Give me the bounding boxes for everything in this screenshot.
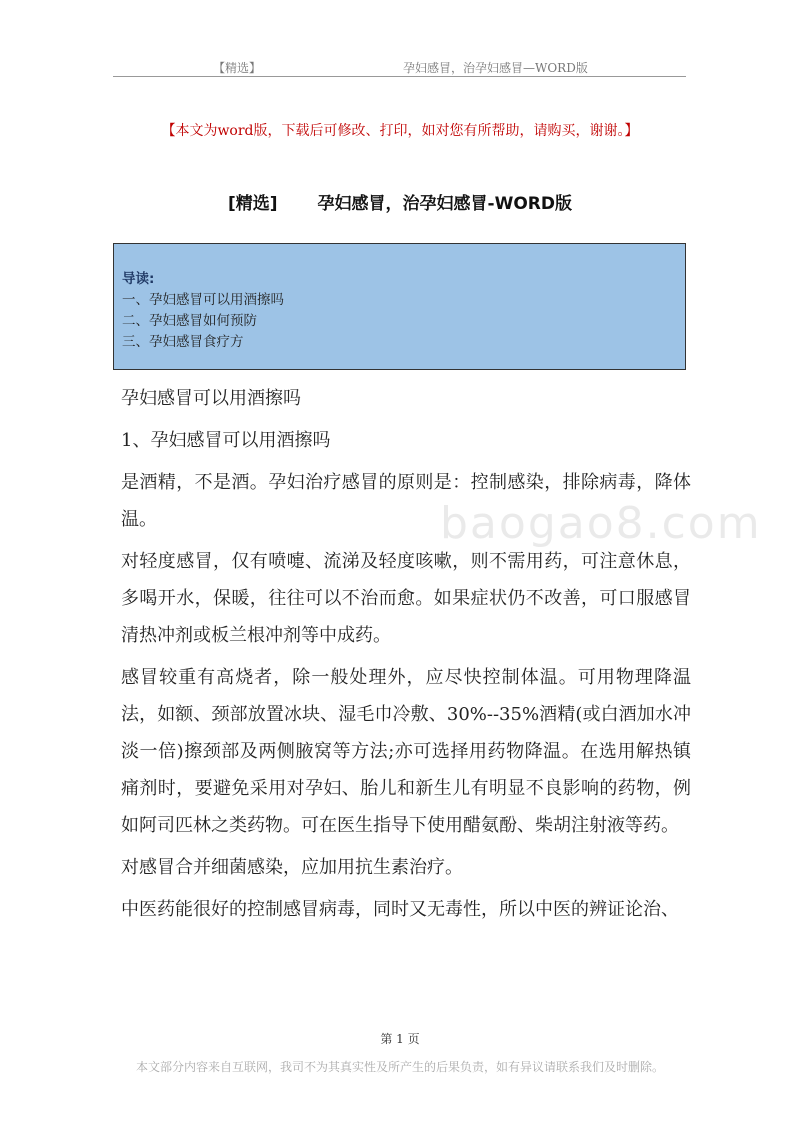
section-heading: 孕妇感冒可以用酒擦吗 [121, 388, 301, 409]
guide-item: 二、孕妇感冒如何预防 [122, 313, 257, 329]
page-header [113, 56, 686, 77]
header-left-label: 【精选】 [213, 61, 262, 75]
paragraph: 对感冒合并细菌感染，应加用抗生素治疗。 [121, 857, 463, 878]
paragraph: 对轻度感冒，仅有喷嚏、流涕及轻度咳嗽，则不需用药，可注意休息，多喝开水，保暖，往往可以不治而愈。如果症状仍不改善，可口服感冒清热冲剂或板兰根冲剂等中成药。 [121, 551, 691, 646]
paragraph: 中医药能很好的控制感冒病毒，同时又无毒性，所以中医的辨证论治、 [121, 899, 679, 920]
page-number: 第 1 页 [380, 1032, 420, 1046]
header-doc-title: 孕妇感冒，治孕妇感冒—WORD版 [403, 61, 588, 75]
footer-disclaimer: 本文部分内容来自互联网，我司不为其真实性及所产生的后果负责，如有异议请联系我们及时删除。 [135, 1060, 664, 1074]
guide-label: 导读: [122, 271, 155, 287]
subsection-heading: 1、孕妇感冒可以用酒擦吗 [121, 430, 331, 451]
document-title [0, 189, 800, 214]
article-body [121, 380, 691, 933]
paragraph: 是酒精，不是酒。孕妇治疗感冒的原则是：控制感染，排除病毒，降体温。 [121, 472, 691, 530]
paragraph: 感冒较重有高烧者，除一般处理外，应尽快控制体温。可用物理降温法，如额、颈部放置冰块、湿毛巾冷敷、30%--35%酒精(或白酒加水冲淡一倍)擦颈部及两侧腋窝等方法;亦可选择用药物降温。在选用解热镇痛剂时，要避免采用对孕妇、胎儿和新生儿有明显不良影响的药物，例如阿司匹林之类药物。可在医生指导下使用醋氨酚、柴胡注射液等药。 [121, 667, 691, 836]
purchase-notice: 【本文为word版，下载后可修改、打印，如对您有所帮助，请购买，谢谢。】 [161, 123, 639, 139]
watermark: baogao8.com [440, 498, 762, 549]
title-tag: [精选] [227, 194, 278, 214]
guide-item: 三、孕妇感冒食疗方 [122, 334, 244, 350]
guide-box [113, 243, 686, 370]
title-text: 孕妇感冒，治孕妇感冒-WORD版 [317, 194, 572, 214]
guide-item: 一、孕妇感冒可以用酒擦吗 [122, 292, 284, 308]
